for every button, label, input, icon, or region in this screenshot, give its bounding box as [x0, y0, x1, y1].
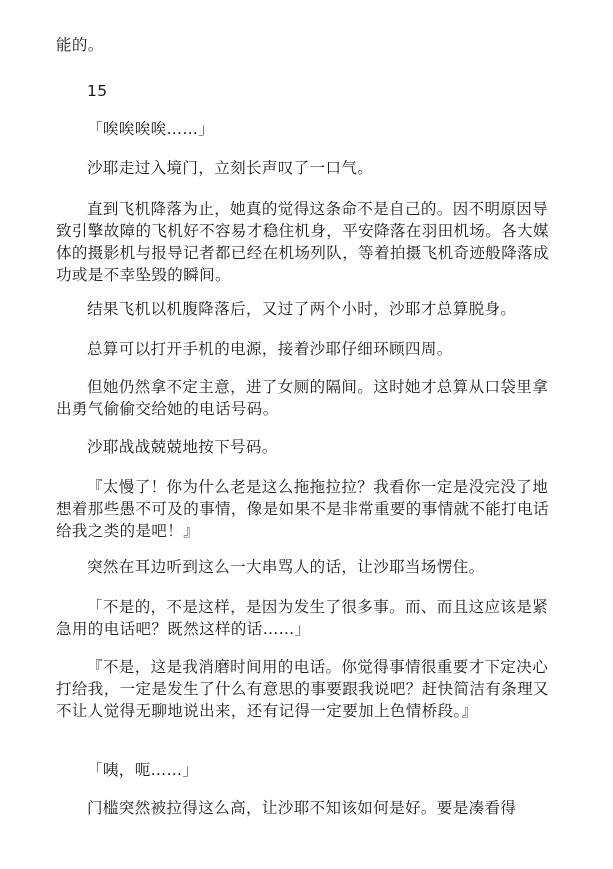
paragraph-1: 能的。	[56, 36, 104, 54]
paragraph-11: 突然在耳边听到这么一大串骂人的话，让沙耶当场愣住。	[87, 558, 485, 576]
paragraph-10: 『太慢了！你为什么老是这么拖拖拉拉？我看你一定是没完没了地想着那些愚不可及的事情，像是如果不是非常重要的事情就不能打电话给我之类的是吧！』	[56, 478, 549, 540]
paragraph-4: 沙耶走过入境门，立刻长声叹了一口气。	[87, 159, 374, 177]
paragraph-14: 「咦，呃……」	[87, 761, 199, 779]
paragraph-12: 「不是的，不是这样，是因为发生了很多事。而、而且这应该是紧急用的电话吧？既然这样的话……」	[56, 598, 549, 638]
paragraph-3: 「唉唉唉唉……」	[87, 120, 215, 138]
paragraph-6: 结果飞机以机腹降落后，又过了两个小时，沙耶才总算脱身。	[87, 300, 517, 318]
chapter-number: 15	[87, 82, 108, 100]
paragraph-8: 但她仍然拿不定主意，进了女厕的隔间。这时她才总算从口袋里拿出勇气偷偷交给她的电话号码。	[56, 378, 549, 418]
paragraph-13: 『不是，这是我消磨时间用的电话。你觉得事情很重要才下定决心打给我，一定是发生了什么有意思的事要跟我说吧？赶快简洁有条理又不让人觉得无聊地说出来，还有记得一定要加上色情桥段。』	[56, 658, 549, 720]
paragraph-15: 门槛突然被拉得这么高，让沙耶不知该如何是好。要是凑看得	[87, 799, 517, 817]
paragraph-9: 沙耶战战兢兢地按下号码。	[87, 438, 278, 456]
paragraph-7: 总算可以打开手机的电源，接着沙耶仔细环顾四周。	[87, 340, 453, 358]
paragraph-5: 直到飞机降落为止，她真的觉得这条命不是自己的。因不明原因导致引擎故障的飞机好不容易才稳住机身，平安降落在羽田机场。各大媒体的摄影机与报导记者都已经在机场列队，等着拍摄飞机奇迹般降落成功或是不幸坠毁的瞬间。	[56, 200, 549, 284]
